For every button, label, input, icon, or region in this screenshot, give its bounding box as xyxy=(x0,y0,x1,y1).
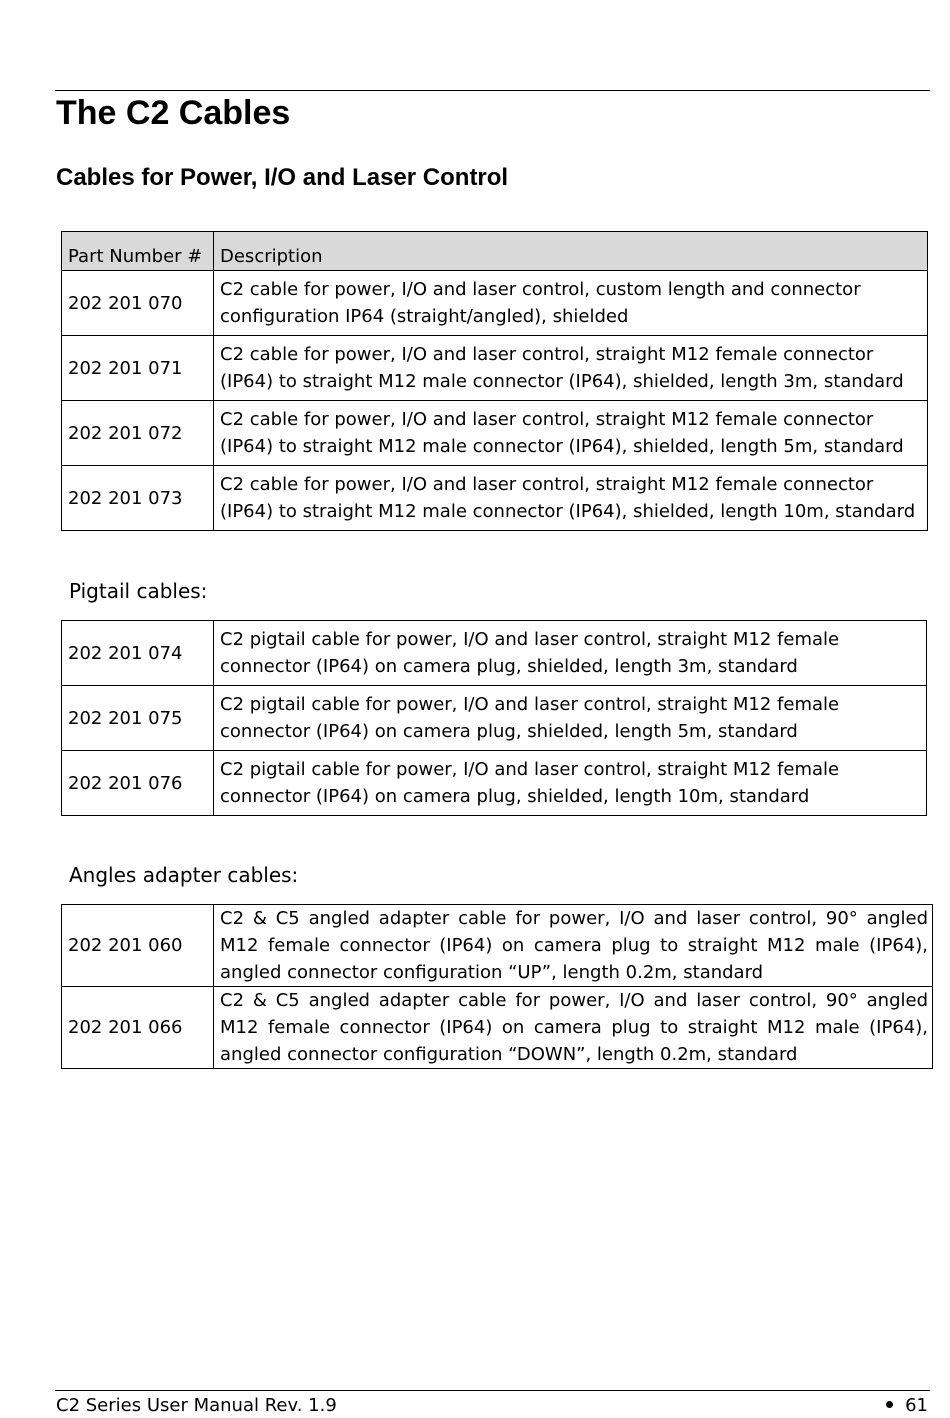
description: C2 cable for power, I/O and laser control, custom length and connector configuration IP64 (straight/angled), shielded xyxy=(214,271,928,336)
footer-rule xyxy=(55,1390,930,1391)
description: C2 cable for power, I/O and laser control, straight M12 female connector (IP64) to straight M12 male connector (IP64), shielded, length 3m, standard xyxy=(214,336,928,401)
part-number: 202 201 076 xyxy=(62,751,214,816)
part-number: 202 201 075 xyxy=(62,686,214,751)
part-number: 202 201 073 xyxy=(62,466,214,531)
table-header-row xyxy=(62,232,928,271)
part-number: 202 201 066 xyxy=(62,987,214,1069)
header-part-number: Part Number # xyxy=(62,232,214,271)
table-row xyxy=(62,336,928,401)
table-row xyxy=(62,466,928,531)
description: C2 & C5 angled adapter cable for power, I/O and laser control, 90° angled M12 female connector (IP64) on camera plug to straight M12 male (IP64), angled connector configuration “UP”, length 0.2m, standard xyxy=(214,905,933,987)
description: C2 & C5 angled adapter cable for power, I/O and laser control, 90° angled M12 female connector (IP64) on camera plug to straight M12 male (IP64), angled connector configuration “DOWN”, length 0.2m, standard xyxy=(214,987,933,1069)
footer-page xyxy=(886,1394,928,1418)
description: C2 pigtail cable for power, I/O and laser control, straight M12 female connector (IP64) on camera plug, shielded, length 5m, standard xyxy=(214,686,927,751)
part-number: 202 201 071 xyxy=(62,336,214,401)
page-title: The C2 Cables xyxy=(56,94,291,132)
part-number: 202 201 060 xyxy=(62,905,214,987)
pigtail-caption: Pigtail cables: xyxy=(69,579,208,603)
part-number: 202 201 072 xyxy=(62,401,214,466)
top-rule xyxy=(55,90,930,91)
pigtail-cables-table xyxy=(61,620,927,816)
table-row xyxy=(62,905,933,987)
description: C2 pigtail cable for power, I/O and laser control, straight M12 female connector (IP64) on camera plug, shielded, length 3m, standard xyxy=(214,621,927,686)
footer-manual-title: C2 Series User Manual Rev. 1.9 xyxy=(56,1395,337,1416)
power-io-cables-table xyxy=(61,231,928,531)
description: C2 cable for power, I/O and laser control, straight M12 female connector (IP64) to straight M12 male connector (IP64), shielded, length 5m, standard xyxy=(214,401,928,466)
section-title: Cables for Power, I/O and Laser Control xyxy=(56,164,509,191)
description: C2 pigtail cable for power, I/O and laser control, straight M12 female connector (IP64) on camera plug, shielded, length 10m, standard xyxy=(214,751,927,816)
table-row xyxy=(62,401,928,466)
table-row xyxy=(62,751,927,816)
bullet-icon xyxy=(886,1401,893,1408)
angled-caption: Angles adapter cables: xyxy=(69,863,299,887)
table-row xyxy=(62,987,933,1069)
table-row xyxy=(62,271,928,336)
table-row xyxy=(62,621,927,686)
angled-adapter-cables-table xyxy=(61,904,933,1069)
description: C2 cable for power, I/O and laser control, straight M12 female connector (IP64) to straight M12 male connector (IP64), shielded, length 10m, standard xyxy=(214,466,928,531)
part-number: 202 201 074 xyxy=(62,621,214,686)
header-description: Description xyxy=(214,232,928,271)
part-number: 202 201 070 xyxy=(62,271,214,336)
page-number: 61 xyxy=(905,1395,928,1416)
table-row xyxy=(62,686,927,751)
